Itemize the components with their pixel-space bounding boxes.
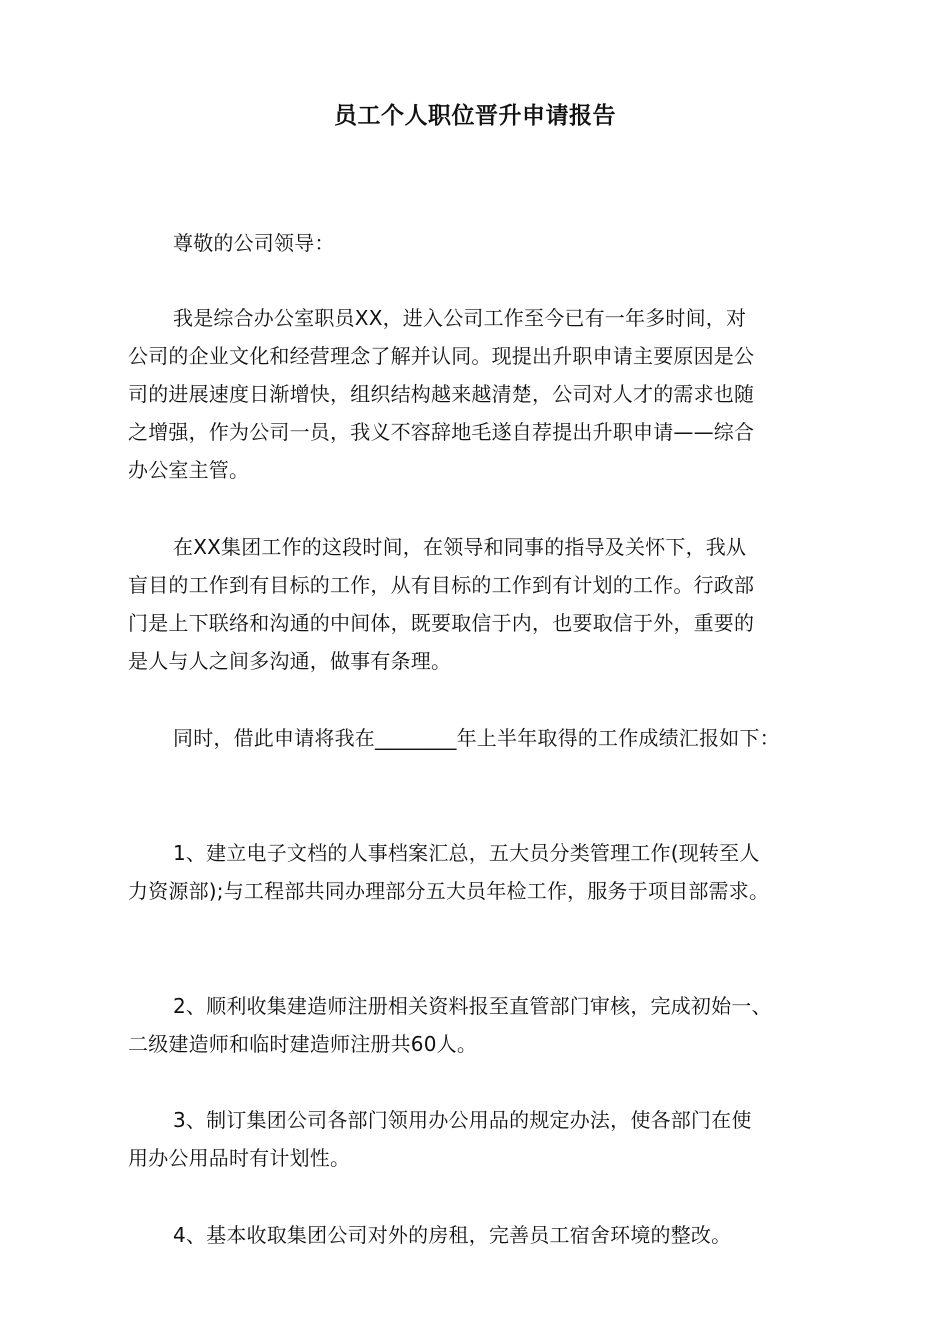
achievement-item-1 xyxy=(128,834,828,910)
paragraph-line: 之增强，作为公司一员，我义不容辞地毛遂自荐提出升职申请——综合 xyxy=(128,420,755,444)
paragraph-line: 公司的企业文化和经营理念了解并认同。现提出升职申请主要原因是公 xyxy=(128,344,755,368)
salutation xyxy=(128,224,828,262)
paragraph-report-intro xyxy=(128,719,828,757)
item-line: 3、制订集团公司各部门领用办公用品的规定办法，使各部门在使 xyxy=(173,1108,752,1132)
paragraph-line: 门是上下联络和沟通的中间体，既要取信于内，也要取信于外，重要的 xyxy=(128,611,755,635)
item-line: 二级建造师和临时建造师注册共60人。 xyxy=(128,1032,478,1056)
paragraph-line: 在XX集团工作的这段时间，在领导和同事的指导及关怀下，我从 xyxy=(173,535,747,559)
item-line: 力资源部);与工程部共同办理部分五大员年检工作，服务于项目部需求。 xyxy=(128,879,770,903)
salutation-text: 尊敬的公司领导： xyxy=(173,231,335,255)
paragraph-line: 我是综合办公室职员XX，进入公司工作至今已有一年多时间，对 xyxy=(173,306,747,330)
achievement-item-3 xyxy=(128,1101,828,1177)
paragraph-line: 办公室主管。 xyxy=(128,458,250,482)
paragraph-line: 是人与人之间多沟通，做事有条理。 xyxy=(128,649,452,673)
paragraph-intro xyxy=(128,299,828,489)
achievement-item-2 xyxy=(128,987,828,1063)
item-line: 用办公用品时有计划性。 xyxy=(128,1146,351,1170)
item-line: 4、基本收取集团公司对外的房租，完善员工宿舍环境的整改。 xyxy=(173,1223,732,1247)
paragraph-line: 司的进展速度日渐增快，组织结构越来越清楚，公司对人才的需求也随 xyxy=(128,382,755,406)
achievement-item-4 xyxy=(128,1216,828,1254)
paragraph-experience xyxy=(128,528,828,680)
item-line: 1、建立电子文档的人事档案汇总，五大员分类管理工作(现转至人 xyxy=(173,841,760,865)
item-line: 2、顺利收集建造师注册相关资料报至直管部门审核，完成初始一、 xyxy=(173,994,772,1018)
document-title: 员工个人职位晋升申请报告 xyxy=(334,103,616,129)
paragraph-line: 盲目的工作到有目标的工作，从有目标的工作到有计划的工作。行政部 xyxy=(128,573,755,597)
paragraph-line: 同时，借此申请将我在________年上半年取得的工作成绩汇报如下： xyxy=(173,726,780,750)
